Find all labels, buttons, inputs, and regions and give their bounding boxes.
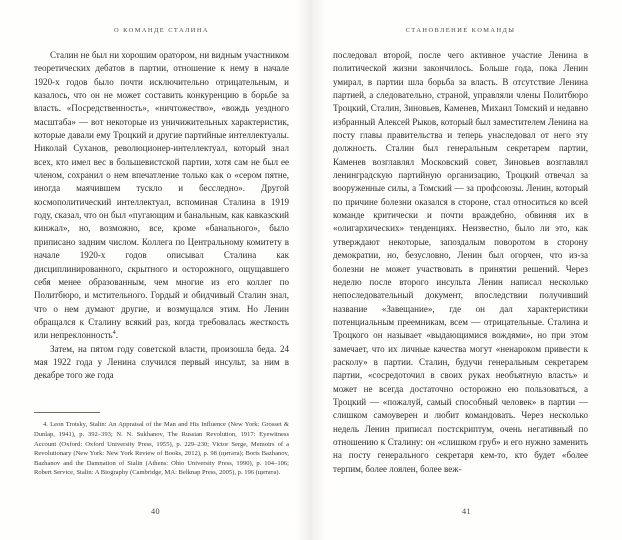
paragraph: последовал второй, после чего активное участие Ленина в политической жизни закончилось. Больше года, пока Ленин умирал, в партии шла борьба за власть. В отсутствие Ленина партией, а следовательно, страной, управляли члены Политбюро Троцкий, Сталин, Зиновьев, Каменев, Михаил Томский и недавно избранный Алексей Рыков, который был заместителем Ленина на посту главы правительства и теперь унаследовал от него эту должность. Сталин был генеральным секретарем партии, Каменев возглавлял Московский совет, Зиновьев возглавлял ленинградскую партийную организацию, Троцкий отвечал за вооруженные силы, а Томский — за профсоюзы. Ленин, который по причине болезни оказался в стороне, стал относиться ко всей команде критически и почти враждебно, обвиняя их в «олигархических» тенденциях. Неизвестно, было ли это, как утверждают некоторые, запоздалым поворотом в сторону демократии, но, безусловно, Ленин был огорчен, что из-за болезни не может участвовать в принятии решений. Через неделю после второго инсульта Ленин написал несколько непоследовательный документ, впоследствии получивший название «Завещание», где он дал характеристики потенциальным преемникам, всем — отрицательные. Сталина и Троцкого он называет «выдающимися вождями», но при этом замечает, что их личные качества могут «ненароком привести к расколу» в партии. Сталин, будучи генеральным секретарем партии, «сосредоточил в своих руках необъятную власть» и может не всегда достаточно осторожно ею пользоваться, а Троцкий — «пожалуй, самый способный человек» в партии — слишком самоуверен и любит командовать. Через несколько недель Ленин приписал постскриптум, очень негативный по отношению к Сталину: он «слишком груб» и его нужно заменить на посту генерального секретаря кем-то, кто будет «более терпим, более лоялен, более веж-: [333, 50, 588, 474]
footnote-entry: 4. Leon Trotsky, Stalin: An Appraisal of the Man and His Influence (New York: Grosset & Dunlap, 1941), p. 392–393; N. N. Sukhanov, The Russian Revolution, 1917: Eyewitness Account (Oxford: Oxford University Press, 1955), p. 229–230; Victor Serge, Memoirs of a Revolutionary (New York: New York Review of Books, 2012), p. 98 (цитата); Boris Bazhanov, Bazhanov and the Damnation of Stalin (Athens: Ohio University Press, 1990), p. 104–106; Robert Service, Stalin: A Biography (Cambridge, MA: Belknap Press, 2005), p. 196 (цитата).: [34, 421, 289, 477]
right-page: [311, 0, 622, 540]
page-number-right: 41: [462, 507, 471, 516]
right-page-body: [333, 49, 588, 476]
paragraph: Сталин не был ни хорошим оратором, ни видным участником теоретических дебатов в партии, отношение к нему в начале 1920-х годов было почти исключительно отрицательным, и казалось, что он не может составить конкуренцию в борьбе за власть. «Посредственность», «ничтожество», «вождь уездного масштаба» — вот некоторые из уничижительных характеристик, которые давали ему Троцкий и другие партийные интеллектуалы. Николай Суханов, революционер-интеллектуал, который знал всех, кто имел вес в большевистской партии, хотя сам не был ее членом, сохранил о нем впечатление только как о «сером пятне, иногда маячившем тускло и бесследно». Другой космополитический интеллектуал, вспоминая Сталина в 1919 году, сказал, что он был «пугающим и банальным, как кавказский кинжал», но, возможно, все, кроме «банального», было приписано задним числом. Коллега по Центральному комитету в начале 1920-х годов описывал Сталина как дисциплинированного, скрытного и осторожного, ощущавшего себя менее образованным, чем многие из его коллег по Политбюро, и мстительного. Гордый и обидчивый Сталин знал, что о нем думают другие, и возмущался этим. Но Ленин обращался к Сталину всякий раз, когда требовалась жесткость или непреклонность$^4$.: [34, 50, 289, 341]
left-page-body: [34, 49, 289, 383]
running-head-right: СТАНОВЛЕНИЕ КОМАНДЫ: [405, 27, 516, 34]
paragraph-text: Сталин не был ни хорошим оратором, ни видным участником теоретических дебатов в партии, отношение к нему в начале 1920-х годов было почти исключительно отрицательным, и казалось, что он не может составить конкуренцию в борьбе за власть. «Посредственность», «ничтожество», «вождь уездного масштаба» — вот некоторые из уничижительных характеристик, которые давали ему Троцкий и другие партийные интеллектуалы. Николай Суханов, революционер-интеллектуал, который знал всех, кто имел вес в большевистской партии, хотя сам не был ее членом, сохранил о нем впечатление только как о «сером пятне, иногда маячившем тускло и бесследно». Другой космополитический интеллектуал, вспоминая Сталина в 1919 году, сказал, что он был «пугающим и банальным, как кавказский кинжал», но, возможно, все, кроме «банального», было приписано задним числом. Коллега по Центральному комитету в начале 1920-х годов описывал Сталина как дисциплинированного, скрытного и осторожного, ощущавшего себя менее образованным, чем многие из его коллег по Политбюро, и мстительного. Гордый и обидчивый Сталин знал, что о нем думают другие, и возмущался этим. Но Ленин обращался к Сталину всякий раз, когда требовалась жесткость или непреклонность: [34, 50, 289, 341]
footnote-separator-rule: [34, 412, 100, 413]
footnote-block: [34, 412, 289, 478]
paragraph: Затем, на пятом году советской власти, произошла беда. 24 мая 1922 года у Ленина случился первый инсульт, за ним в декабре того же года: [34, 343, 289, 381]
page-number-left: 40: [151, 507, 160, 516]
footnote-reference: 4: [112, 329, 116, 337]
running-head-left: О КОМАНДЕ СТАЛИНА: [114, 27, 209, 34]
